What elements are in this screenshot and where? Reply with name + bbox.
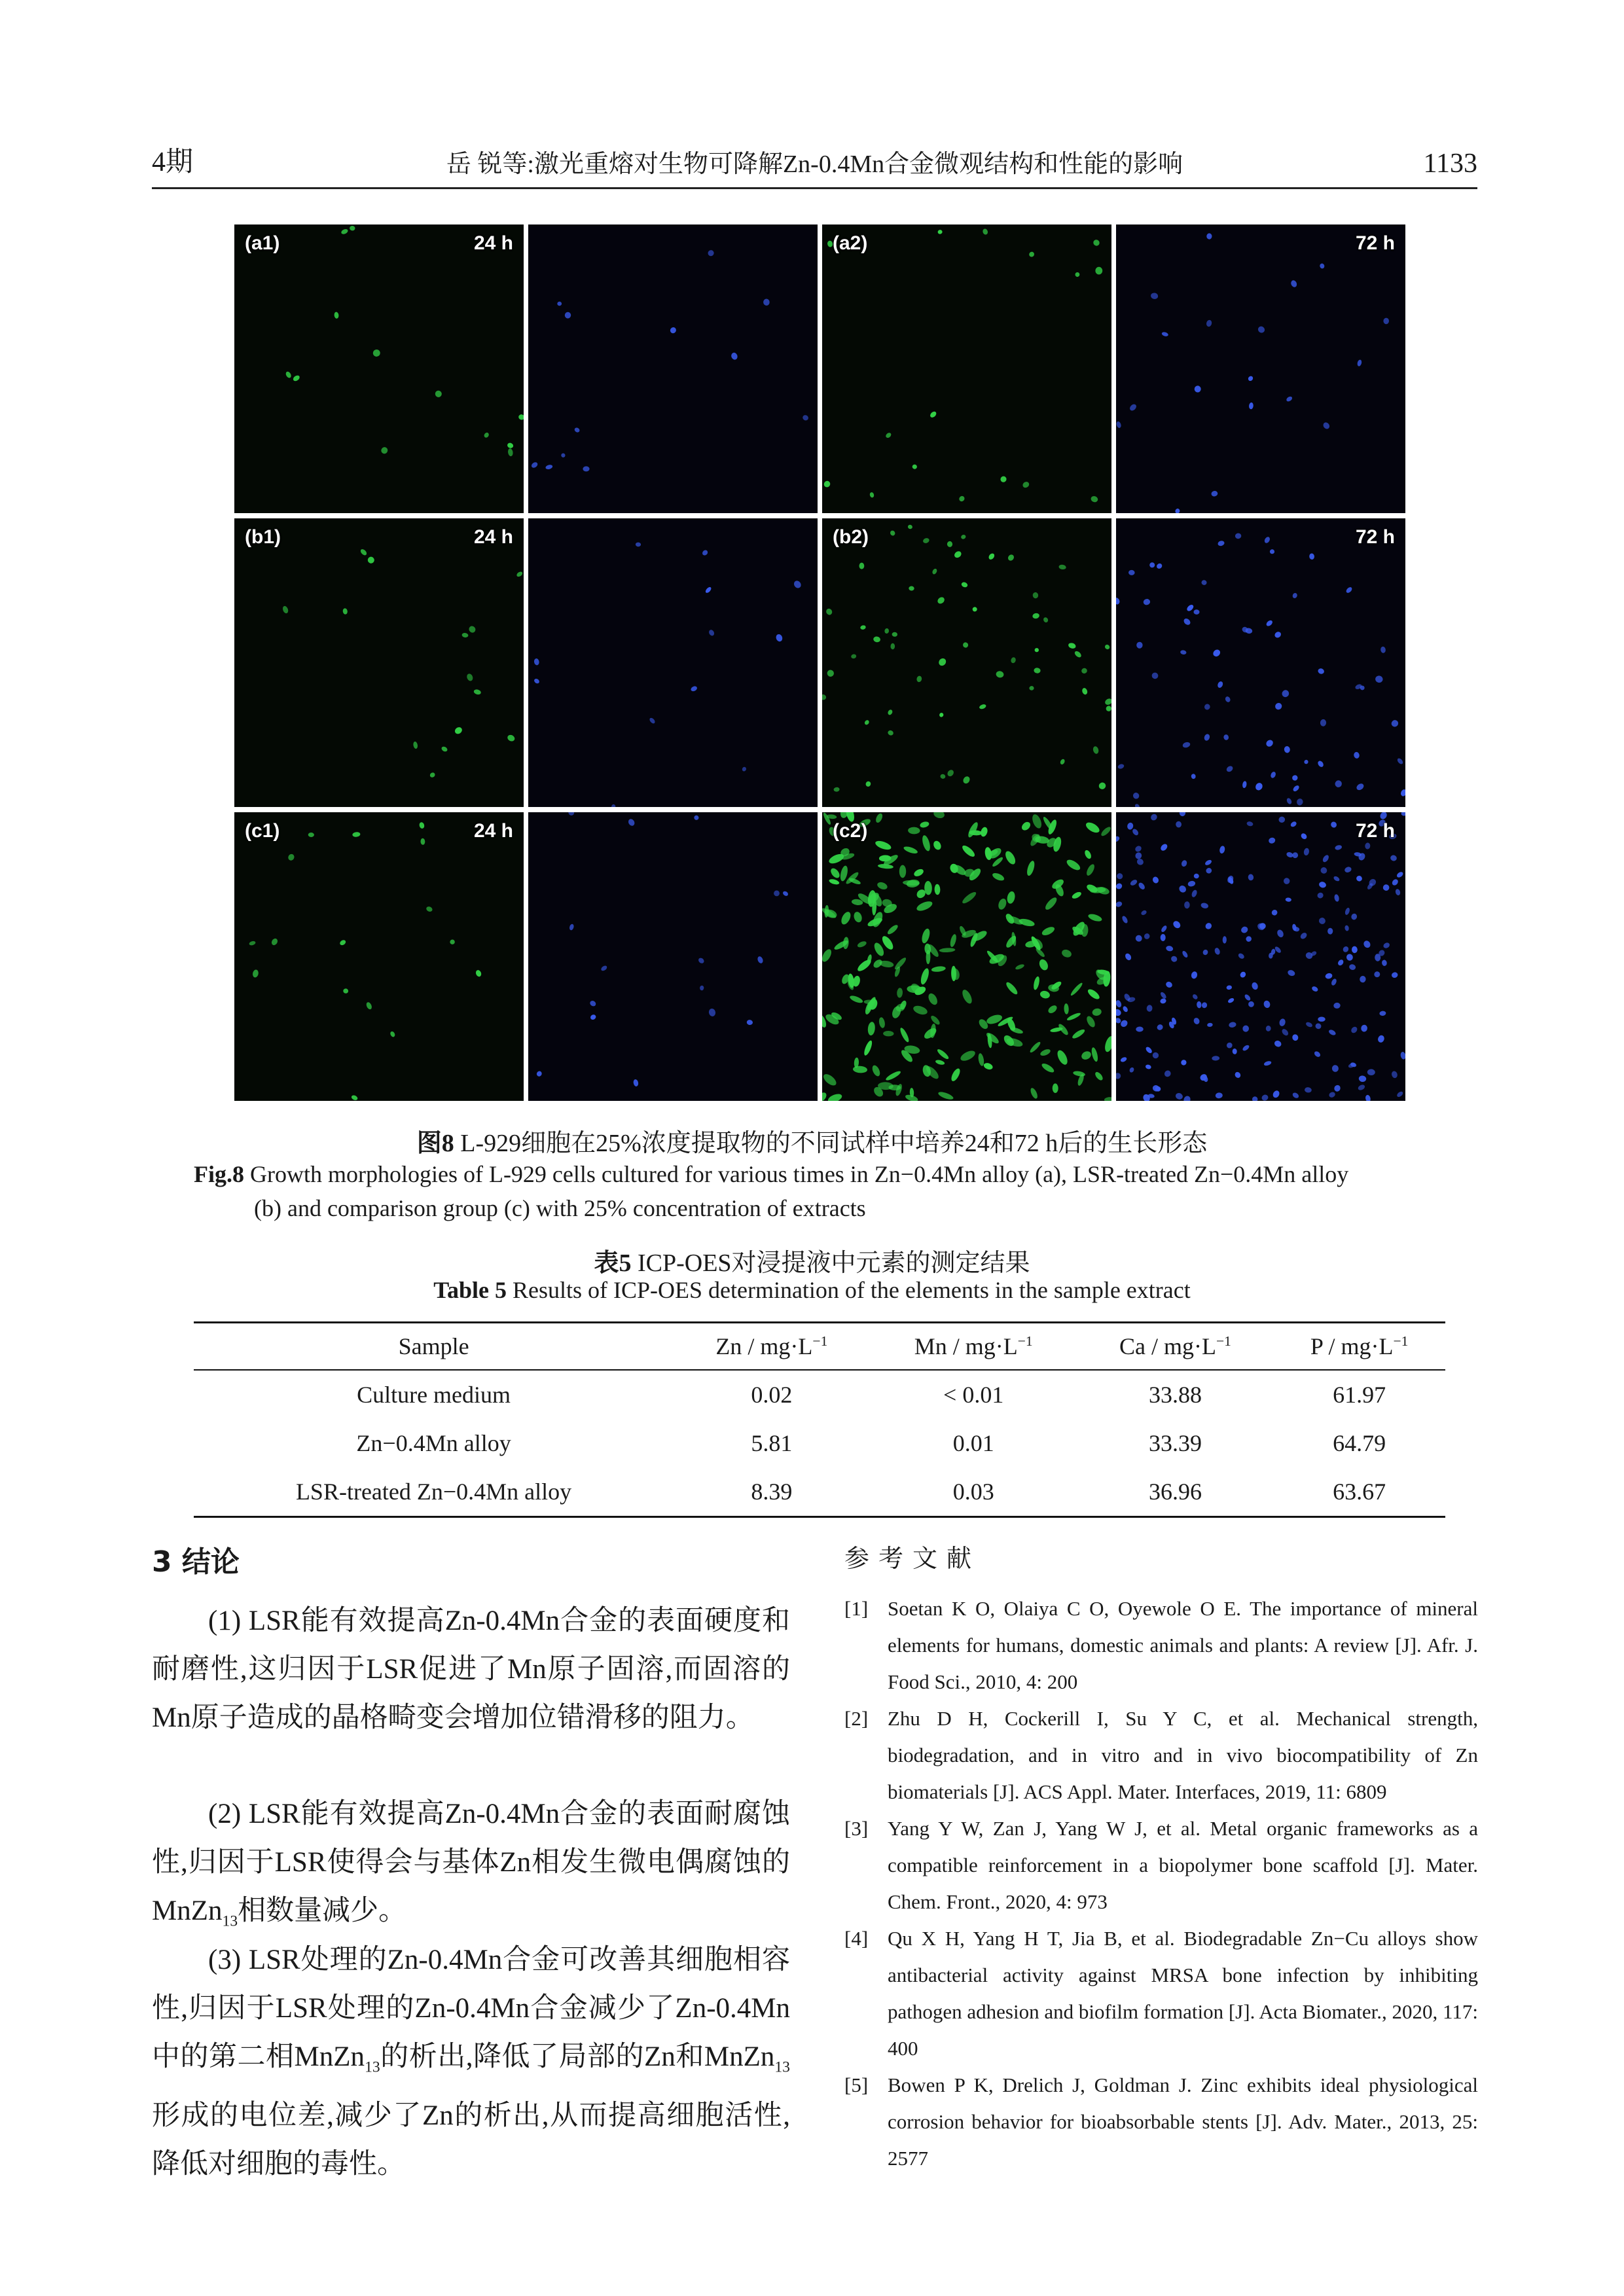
panel-time: 24 h: [473, 820, 513, 842]
micrograph-c2-green: [822, 812, 1111, 1101]
running-title: 岳 锐等:激光重熔对生物可降解Zn-0.4Mn合金微观结构和性能的影响: [446, 151, 1183, 178]
micrograph-c2-blue: [1116, 812, 1405, 1101]
micrograph-b2-blue: [1116, 518, 1405, 807]
micrograph-background: [234, 224, 524, 513]
reference-item: [4] Qu X H, Yang H T, Jia B, et al. Biodegradable Zn−Cu alloys show antibacterial activity against MRSA bone infection by inhibiting pathogen adhesion and biofilm formation [J]. Acta Biomater., 2020, 117: 400: [844, 1927, 1478, 2060]
panel-label: (a2): [833, 232, 868, 254]
table-cell: 36.96: [1077, 1467, 1274, 1517]
micrograph-background: [822, 224, 1111, 513]
panel-time: 72 h: [1355, 232, 1395, 254]
stained-cell: [1095, 267, 1102, 275]
micrograph-b1-green: [234, 518, 524, 807]
figure-caption-en: [194, 1157, 1445, 1225]
table-row: [194, 1370, 1445, 1419]
figure-caption-en-line2: (b) and comparison group (c) with 25% concentration of extracts: [254, 1195, 866, 1221]
table-label-cn: 表5: [594, 1249, 632, 1277]
micrograph-background: [234, 812, 524, 1101]
issue-number: 4期: [152, 147, 194, 177]
stained-cell: [583, 466, 589, 471]
reference-item: [1] Soetan K O, Olaiya C O, Oyewole O E. The importance of mineral elements for humans, domestic animals and plants: A review [J]. Afr. J. Food Sci., 2010, 4: 200: [844, 1597, 1478, 1693]
stained-cell: [859, 563, 865, 569]
micrograph-background: [528, 518, 818, 807]
table-cell: 63.67: [1273, 1467, 1445, 1517]
table-label-en: Table 5: [433, 1277, 507, 1303]
figure-caption-cn-text: L-929细胞在25%浓度提取物的不同试样中培养24和72 h后的生长形态: [460, 1130, 1208, 1157]
stained-cell: [1161, 934, 1166, 941]
table-cell: 0.01: [952, 1430, 994, 1456]
page-number: 1133: [1423, 149, 1477, 179]
conclusion-paragraph-1: (1) LSR能有效提高Zn-0.4Mn合金的表面硬度和耐磨性,这归因于LSR促进了Mn原子固溶,而固溶的Mn原子造成的晶格畸变会增加位错滑移的阻力。: [152, 1605, 790, 1733]
table-cell: 5.81: [751, 1430, 793, 1456]
micrograph-a2-blue: [1116, 224, 1405, 513]
column-header: $P / mg\cdot L^{-1}$: [1273, 1323, 1445, 1371]
section-title-conclusions: 3 结论: [152, 1545, 240, 1579]
table-cell: 64.79: [1333, 1430, 1386, 1456]
references-title: 参考文献: [844, 1544, 981, 1573]
table-cell: < 0.01: [943, 1382, 1004, 1408]
conclusion-paragraph-3: (3) LSR处理的Zn-0.4Mn合金可改善其细胞相容性,归因于LSR处理的Zn-0.4Mn合金减少了Zn-0.4Mn中的第二相MnZn$_{13}$的析出,降低了局部的Zn和MnZn$_{13}$形成的电位差,减少了Zn的析出,从而提高细胞活性,降低对细胞的毒性。: [152, 1945, 790, 2179]
micrograph-background: [822, 518, 1111, 807]
table-caption-en: [0, 1276, 1624, 1304]
micrograph-background: [528, 812, 818, 1101]
column-header: $Ca / mg\cdot L^{-1}$: [1077, 1323, 1274, 1371]
micrograph-a1-green: [234, 224, 524, 513]
panel-label: (a1): [245, 232, 280, 254]
table-row: [194, 1467, 1445, 1517]
figure-caption-cn: [0, 1122, 1624, 1158]
figure-8-micrographs: [234, 224, 1406, 1104]
table-caption-cn-text: ICP-OES对浸提液中元素的测定结果: [637, 1249, 1030, 1277]
table-cell: Zn−0.4Mn alloy: [356, 1430, 511, 1456]
micrograph-background: [1116, 518, 1405, 807]
panel-time: 24 h: [473, 232, 513, 254]
table-header-row: [194, 1323, 1445, 1371]
panel-label: (b1): [245, 526, 281, 548]
table-cell: 33.39: [1148, 1430, 1202, 1456]
panel-time: 72 h: [1355, 820, 1395, 842]
reference-item: [3] Yang Y W, Zan J, Yang W J, et al. Metal organic frameworks as a compatible reinforcement in a biopolymer bone scaffold [J]. Mater. Chem. Front., 2020, 4: 973: [844, 1817, 1478, 1913]
table-cell: 8.39: [674, 1467, 870, 1517]
panel-label: (c2): [833, 820, 868, 842]
figure-caption-en-line1: Growth morphologies of L-929 cells cultured for various times in Zn−0.4Mn alloy (a), LSR-treated Zn−0.4Mn alloy: [250, 1161, 1349, 1187]
table-cell: LSR-treated Zn−0.4Mn alloy: [194, 1467, 674, 1517]
panel-time: 24 h: [473, 526, 513, 548]
micrograph-b2-green: [822, 518, 1111, 807]
table-cell: 61.97: [1333, 1382, 1386, 1408]
table-cell: 0.02: [751, 1382, 793, 1408]
column-header: Sample: [194, 1323, 674, 1371]
table-cell: 33.88: [1148, 1382, 1202, 1408]
reference-item: [2] Zhu D H, Cockerill I, Su Y C, et al. Mechanical strength, biodegradation, and in vitro and in vivo biocompatibility of Zn biomaterials [J]. ACS Appl. Mater. Interfaces, 2019, 11: 6809: [844, 1707, 1478, 1803]
micrograph-b1-blue: [528, 518, 818, 807]
panel-label: (b2): [833, 526, 869, 548]
table-caption-cn: [0, 1242, 1624, 1278]
panel-time: 72 h: [1355, 526, 1395, 548]
conclusion-paragraph-2: (2) LSR能有效提高Zn-0.4Mn合金的表面耐腐蚀性,归因于LSR使得会与基体Zn相发生微电偶腐蚀的MnZn$_{13}$相数量减少。: [152, 1799, 790, 1930]
column-header: $Zn / mg\cdot L^{-1}$: [674, 1323, 870, 1371]
column-header: $Mn / mg\cdot L^{-1}$: [870, 1323, 1077, 1371]
table-5-icp-oes: [194, 1321, 1445, 1518]
micrograph-background: [528, 224, 818, 513]
running-header: [152, 136, 1477, 189]
table-cell: Culture medium: [357, 1382, 511, 1408]
micrograph-c1-green: [234, 812, 524, 1101]
figure-label-cn: 图8: [416, 1130, 454, 1157]
table-cell: 0.03: [870, 1467, 1077, 1517]
panel-label: (c1): [245, 820, 280, 842]
table-caption-en-text: Results of ICP-OES determination of the elements in the sample extract: [512, 1277, 1191, 1303]
figure-label-en: Fig.8: [194, 1161, 244, 1187]
micrograph-a2-green: [822, 224, 1111, 513]
micrograph-c1-blue: [528, 812, 818, 1101]
reference-item: [5] Bowen P K, Drelich J, Goldman J. Zinc exhibits ideal physiological corrosion behavior for bioabsorbable stents [J]. Adv. Mater., 2013, 25: 2577: [844, 2073, 1478, 2170]
micrograph-background: [1116, 224, 1405, 513]
stained-cell: [1318, 1017, 1325, 1022]
micrograph-a1-blue: [528, 224, 818, 513]
table-row: [194, 1419, 1445, 1467]
stained-cell: [899, 865, 906, 878]
micrograph-background: [234, 518, 524, 807]
